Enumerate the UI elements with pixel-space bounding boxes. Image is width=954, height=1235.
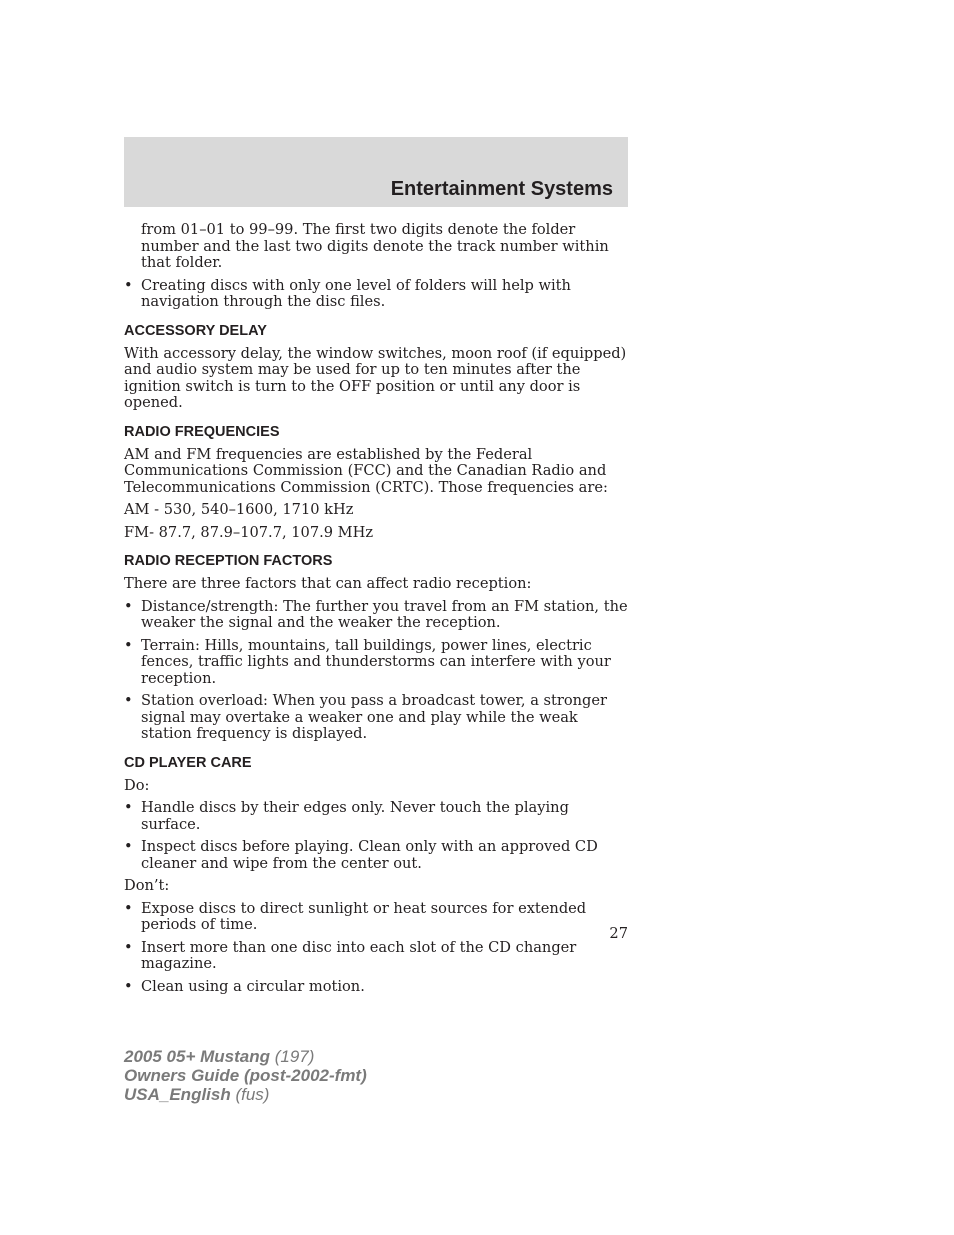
list-item-text: Handle discs by their edges only. Never touch the playing surface. [141, 799, 569, 833]
heading-reception-factors: RADIO RECEPTION FACTORS [124, 553, 333, 569]
list-item-text: Expose discs to direct sunlight or heat sources for extended periods of time. [141, 899, 587, 933]
bullet-icon: • [124, 938, 133, 956]
list-item-text: Distance/strength: The further you travel from an FM station, the weaker the signal and the weaker the reception. [141, 597, 628, 631]
footer-line-3 [124, 1085, 367, 1104]
reception-intro: There are three factors that can affect radio reception: [124, 575, 532, 592]
page-number: 27 [609, 925, 628, 942]
section-title: Entertainment Systems [390, 178, 613, 200]
footer-model: 2005 05+ Mustang [124, 1047, 270, 1066]
bullet-icon: • [124, 838, 133, 855]
page-content [124, 222, 628, 1001]
list-item-text: Insert more than one disc into each slot of the CD changer magazine. [141, 938, 577, 972]
do-label: Do: [124, 776, 150, 794]
intro-continuation: from 01–01 to 99–99. The first two digits denote the folder number and the last two digits denote the track number within that folder. [141, 221, 609, 271]
list-item-text: Creating discs with only one level of folders will help with navigation through the disc files. [141, 276, 571, 310]
footer-guide: Owners Guide (post-2002-fmt) [124, 1066, 367, 1085]
bullet-icon: • [124, 977, 133, 995]
bullet-icon: • [124, 597, 133, 615]
list-item-text: Inspect discs before playing. Clean only with an approved CD cleaner and wipe from the center out. [141, 838, 598, 872]
list-item [124, 638, 628, 688]
list-item-text: Terrain: Hills, mountains, tall buildings, power lines, electric fences, traffic lights and thunderstorms can interfere with your reception. [141, 636, 611, 687]
bullet-icon: • [124, 636, 133, 654]
bullet-icon: • [124, 799, 133, 816]
heading-cd-player-care: CD PLAYER CARE [124, 754, 252, 771]
footer-language-code: (fus) [230, 1085, 270, 1104]
radio-frequencies-text: AM and FM frequencies are established by the Federal Communications Commission (FCC) and the Canadian Radio and Telecommunications Commission (CRTC). Those frequencies are: [124, 445, 608, 496]
list-item-text: Station overload: When you pass a broadcast tower, a stronger signal may overtake a weaker one and play while the weak station frequency is displayed. [141, 692, 608, 742]
heading-accessory-delay: ACCESSORY DELAY [124, 322, 267, 339]
list-item-text: Clean using a circular motion. [141, 977, 365, 995]
bullet-icon: • [124, 276, 133, 294]
list-item [124, 901, 628, 934]
fm-frequencies: FM- 87.7, 87.9–107.7, 107.9 MHz [124, 523, 374, 541]
list-item [124, 800, 628, 833]
document-footer [124, 1047, 367, 1104]
footer-language: USA_English [124, 1085, 231, 1104]
am-frequencies: AM - 530, 540–1600, 1710 kHz [124, 501, 354, 518]
list-item [124, 693, 628, 743]
accessory-delay-text: With accessory delay, the window switches, moon roof (if equipped) and audio system may be used for up to ten minutes after the ignition switch is turn to the OFF position or until any door is opened. [124, 344, 627, 411]
section-header-band [124, 137, 628, 207]
bullet-icon: • [124, 899, 133, 917]
list-item [124, 979, 628, 996]
heading-radio-frequencies: RADIO FREQUENCIES [124, 423, 280, 440]
dont-label: Don’t: [124, 877, 170, 894]
bullet-icon: • [124, 692, 133, 709]
footer-line-1 [124, 1047, 367, 1066]
list-item [124, 839, 628, 872]
list-item [124, 278, 628, 311]
list-item [124, 599, 628, 632]
footer-line-2 [124, 1066, 367, 1085]
list-item [124, 940, 628, 973]
footer-model-code: (197) [270, 1047, 315, 1066]
